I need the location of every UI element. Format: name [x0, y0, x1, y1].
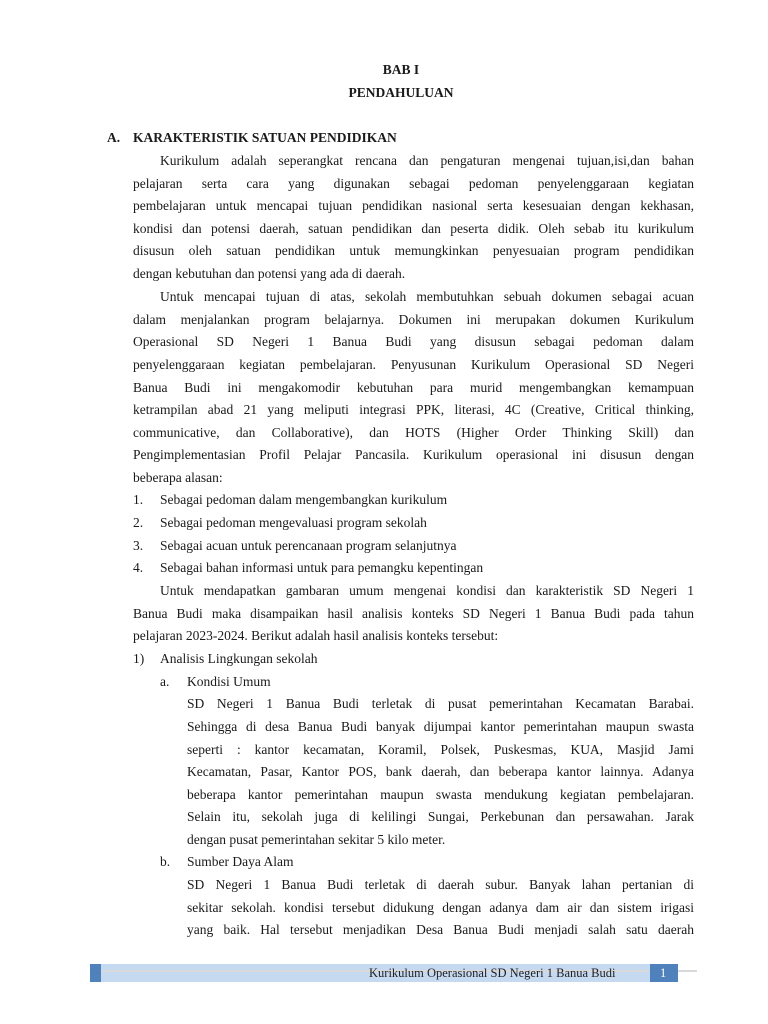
analysis-title: Analisis Lingkungan sekolah: [160, 651, 318, 666]
para2-line: Untuk mencapai tujuan di atas, sekolah membutuhkan sebuah dokumen sebagai acuan: [160, 289, 694, 304]
para2-line: beberapa alasan:: [133, 470, 223, 485]
para2-line: Operasional SD Negeri 1 Banua Budi yang disusun sebagai pedoman dalam: [133, 334, 694, 349]
reason-number: 1.: [133, 492, 144, 507]
para3-line: pelajaran 2023-2024. Berikut adalah hasil analisis konteks tersebut:: [133, 628, 499, 643]
para1-line: pembelajaran untuk mencapai tujuan pendidikan nasional serta kesesuaian dengan kekhasan,: [133, 198, 694, 213]
sub-a-line: Sehingga di desa Banua Budi banyak dijumpai kantor pemerintahan maupun swasta: [187, 719, 694, 734]
chapter-title: PENDAHULUAN: [348, 85, 454, 100]
sub-a-line: Selain itu, sekolah juga di kelilingi Sungai, Perkebunan dan persawahan. Jarak: [187, 809, 694, 824]
para3-line: Banua Budi maka disampaikan hasil analisis konteks SD Negeri 1 Banua Budi pada tahun: [133, 606, 694, 621]
reason-number: 4.: [133, 560, 144, 575]
reason-text: Sebagai bahan informasi untuk para pemangku kepentingan: [160, 560, 484, 575]
reason-number: 2.: [133, 515, 144, 530]
chapter-label: BAB I: [382, 62, 420, 77]
para2-line: dalam menjalankan program belajarnya. Dokumen ini merupakan dokumen Kurikulum: [133, 312, 694, 327]
para2-line: ketrampilan abad 21 yang meliputi integrasi PPK, literasi, 4C (Creative, Critical thinking,: [133, 402, 694, 417]
sub-b-line: SD Negeri 1 Banua Budi terletak di daerah subur. Banyak lahan pertanian di: [187, 877, 694, 892]
analysis-number: 1): [133, 651, 145, 666]
para1-line: kondisi dan potensi daerah, satuan pendidikan dan peserta didik. Oleh sebab itu kurikulum: [133, 221, 694, 236]
para1-line: pelajaran serta cara yang digunakan sebagai pedoman penyelenggaraan kegiatan: [133, 176, 694, 191]
reason-text: Sebagai acuan untuk perencanaan program selanjutnya: [160, 538, 457, 553]
para1-line: disusun oleh satuan pendidikan untuk memungkinkan penyesuaian program pendidikan: [133, 243, 694, 258]
sub-a-line: seperti : kantor kecamatan, Koramil, Polsek, Puskesmas, KUA, Masjid Jami: [187, 742, 694, 757]
sub-b-letter: b.: [160, 854, 171, 869]
para2-line: communicative, dan Collaborative), dan HOTS (Higher Order Thinking Skill) dan: [133, 425, 694, 440]
para2-line: penyelenggaraan kegiatan pembelajaran. Penyusunan Kurikulum Operasional SD Negeri: [133, 357, 694, 372]
footer-page-number: 1: [660, 966, 667, 980]
para1-line: Kurikulum adalah seperangkat rencana dan pengaturan mengenai tujuan,isi,dan bahan: [160, 153, 694, 168]
para2-line: Pengimplementasian Profil Pelajar Pancasila. Kurikulum operasional ini disusun dengan: [133, 447, 694, 462]
sub-b-line: yang baik. Hal tersebut menjadikan Desa Banua Budi menjadi salah satu daerah: [187, 922, 694, 937]
sub-b-title: Sumber Daya Alam: [187, 854, 294, 869]
sub-a-line: dengan pusat pemerintahan sekitar 5 kilo meter.: [187, 832, 446, 847]
reason-text: Sebagai pedoman dalam mengembangkan kurikulum: [160, 492, 448, 507]
sub-a-line: SD Negeri 1 Banua Budi terletak di pusat pemerintahan Kecamatan Barabai.: [187, 696, 694, 711]
section-letter: A.: [107, 130, 121, 145]
para3-line: Untuk mendapatkan gambaran umum mengenai kondisi dan karakteristik SD Negeri 1: [160, 583, 694, 598]
footer-title: Kurikulum Operasional SD Negeri 1 Banua Budi: [369, 966, 616, 980]
sub-a-title: Kondisi Umum: [187, 674, 271, 689]
sub-a-letter: a.: [160, 674, 170, 689]
footer-accent: [90, 964, 101, 982]
reason-number: 3.: [133, 538, 144, 553]
para1-line: dengan kebutuhan dan potensi yang ada di daerah.: [133, 266, 406, 281]
para2-line: Banua Budi ini mengakomodir kebutuhan para murid mengembangkan kemampuan: [133, 380, 694, 395]
reason-text: Sebagai pedoman mengevaluasi program sekolah: [160, 515, 427, 530]
sub-a-line: beberapa kantor pemerintahan maupun swasta mendukung kegiatan pembelajaran.: [187, 787, 694, 802]
section-heading: KARAKTERISTIK SATUAN PENDIDIKAN: [133, 130, 397, 145]
sub-b-line: sekitar sekolah. kondisi tersebut didukung dengan adanya dam air dan sistem irigasi: [187, 900, 694, 915]
sub-a-line: Kecamatan, Pasar, Kantor POS, bank daerah, dan beberapa kantor lainnya. Adanya: [187, 764, 694, 779]
